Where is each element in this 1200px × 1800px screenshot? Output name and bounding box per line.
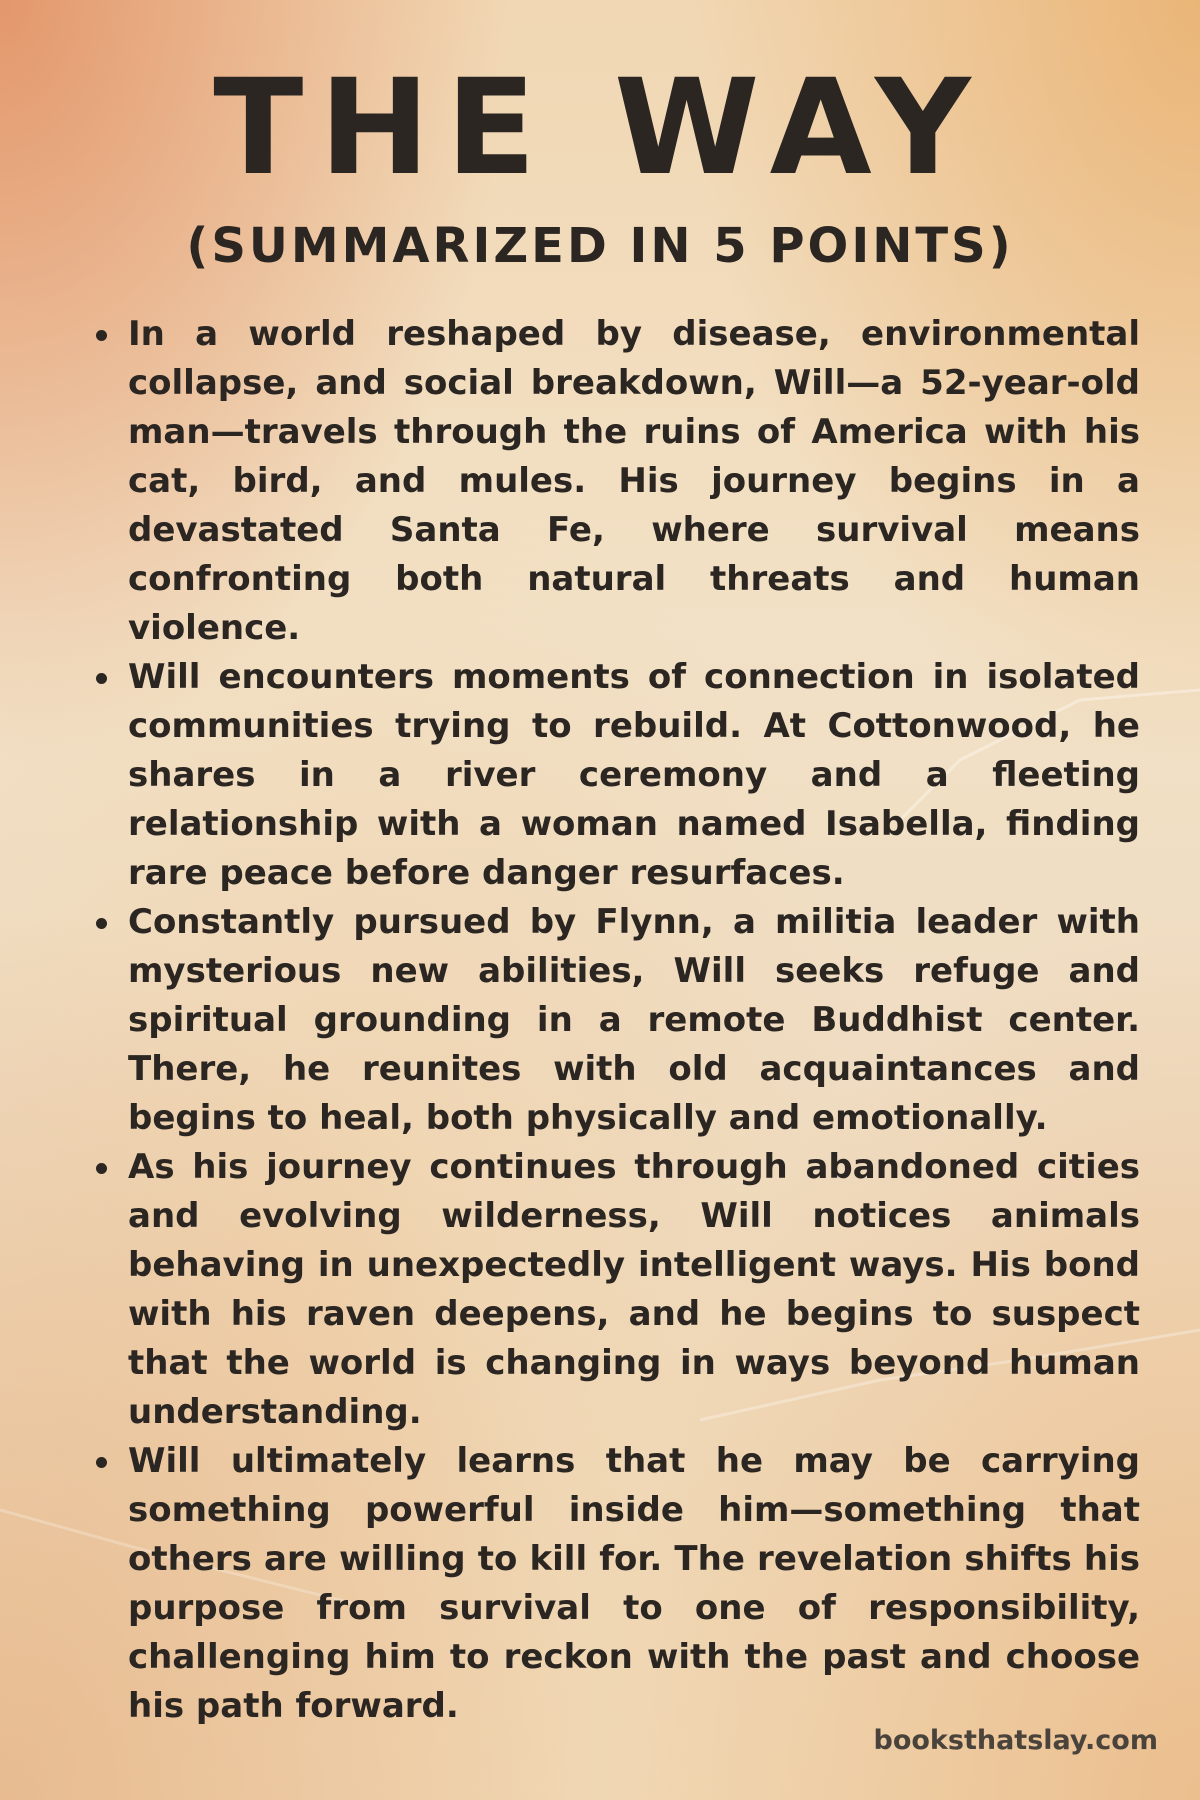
- summary-point-1: [128, 310, 1140, 653]
- summary-point-text: Will ultimately learns that he may be carrying something powerful inside him—something that others are willing to kill for. The revelation shifts his purpose from survival to one of responsibility, challenging him to reckon with the past and choose his path forward.: [128, 1441, 1140, 1726]
- summary-point-text: As his journey continues through abandoned cities and evolving wilderness, Will notices animals behaving in unexpectedly intelligent ways. His bond with his raven deepens, and he begins to suspect that the world is changing in ways beyond human understanding.: [128, 1147, 1140, 1432]
- site-credit: booksthatslay.com: [873, 1725, 1158, 1756]
- summary-point-text: Will encounters moments of connection in isolated communities trying to rebuild. At Cottonwood, he shares in a river ceremony and a fleeting relationship with a woman named Isabella, finding rare peace before danger resurfaces.: [128, 657, 1140, 893]
- bullet-icon: [96, 1163, 107, 1174]
- summary-point-4: [128, 1143, 1140, 1437]
- summary-point-5: [128, 1437, 1140, 1731]
- summary-point-text: In a world reshaped by disease, environmental collapse, and social breakdown, Will—a 52-year-old man—travels through the ruins of America with his cat, bird, and mules. His journey begins in a devastated Santa Fe, where survival means confronting both natural threats and human violence.: [128, 314, 1140, 648]
- summary-point-3: [128, 898, 1140, 1143]
- page-title: THE WAY: [213, 51, 987, 205]
- bullet-icon: [96, 918, 107, 929]
- bullet-icon: [96, 330, 107, 341]
- summary-list: [128, 310, 1140, 1731]
- summary-point-2: [128, 653, 1140, 898]
- bullet-icon: [96, 673, 107, 684]
- page-subtitle: (SUMMARIZED IN 5 POINTS): [186, 218, 1014, 274]
- summary-point-text: Constantly pursued by Flynn, a militia leader with mysterious new abilities, Will seeks refuge and spiritual grounding in a remote Buddhist center. There, he reunites with old acquaintances and begins to heal, both physically and emotionally.: [128, 902, 1140, 1138]
- bullet-icon: [96, 1457, 107, 1468]
